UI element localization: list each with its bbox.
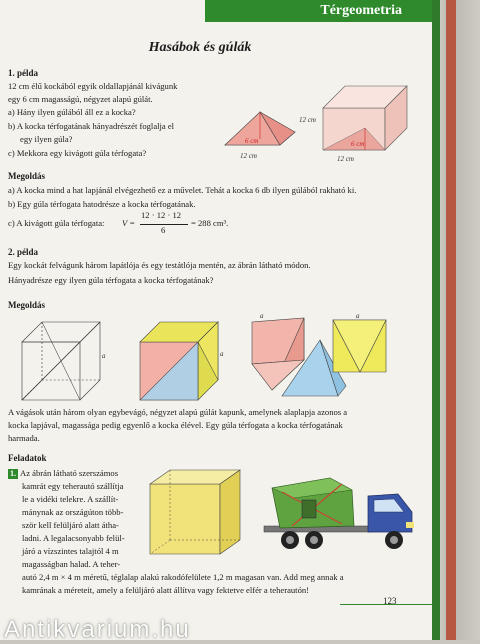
shed-front — [150, 484, 220, 554]
pyramid-red-label: a — [260, 312, 264, 320]
example2-line1: Egy kockát felvágunk három lapátlója és egy testátlója mentén, az ábrán látható módon. — [8, 260, 311, 270]
wire-cube-edge-label: a — [102, 352, 106, 360]
chapter-header — [205, 0, 432, 22]
solution1-a: a) A kocka mind a hat lapjánál elvégezhető ez a művelet. Tehát a kocka 6 db ilyen gúlából rakható ki. — [8, 185, 357, 195]
exercise1-line5: ször kell felüljáró alatt átha- — [22, 520, 119, 530]
exercise1-line3: le a vidéki telekre. A szállít- — [22, 494, 119, 504]
pyramid-yellow-label: a — [356, 312, 360, 320]
example2-line2: Hányadrésze egy ilyen gúla térfogata a kocka térfogatának? — [8, 275, 214, 285]
page-number: 123 — [383, 596, 397, 606]
exercise1-line10: kamrának a méreteit, amely a felüljáró alatt állítva vagy fektetve elfér a teherautón! — [22, 585, 310, 595]
solution1-b: b) Egy gúla térfogata hatodrésze a kocka térfogatának. — [8, 199, 196, 209]
exercise1-line8: magasságban halad. A teher- — [22, 559, 121, 569]
example1-question-a: a) Hány ilyen gúlából áll ez a kocka? — [8, 107, 136, 117]
exercise1-line2: kamrát egy teherautó szállítja — [22, 481, 124, 491]
example1-question-c: c) Mekkora egy kivágott gúla térfogata? — [8, 148, 147, 158]
shed-side — [220, 470, 240, 554]
solution2-p3: harmada. — [8, 433, 40, 443]
wire-cube — [22, 322, 100, 400]
exercise-number: 1. — [10, 469, 16, 478]
cube-height-label: 6 cm — [351, 140, 365, 148]
cube-side-label: 12 cm — [299, 116, 316, 124]
exercise1-line1: 1. Az ábrán látható szerszámos — [10, 468, 119, 478]
solution1-heading: Megoldás — [8, 171, 45, 181]
colored-cube-edge-label: a — [220, 350, 224, 358]
solution2-p2: kocka lapjával, magassága pedig egyenlő a kocka élével. Egy gúla térfogata a kocka térfogatának — [8, 420, 343, 430]
solution1-c-v: V = — [122, 218, 136, 228]
pyramid-height-label: 6 cm — [245, 137, 259, 145]
example1-text-2: egy 6 cm magasságú, négyzet alapú gúlát. — [8, 94, 153, 104]
exercise1-line6: ladni. A legalacsonyabb felül- — [22, 533, 125, 543]
watermark: Antikvarium.hu — [4, 616, 191, 643]
truck-illustration — [262, 470, 422, 562]
book-edge — [432, 0, 480, 640]
pyramid-base-label: 12 cm — [240, 152, 257, 160]
example2-figure — [20, 312, 400, 404]
solution1-c-result: = 288 cm³. — [191, 218, 229, 228]
example2-heading: 2. példa — [8, 247, 39, 257]
solution2-p1: A vágások után három olyan egybevágó, négyzet alapú gúlát kapunk, amelynek alaplapja azonos a — [8, 407, 348, 417]
exercise1-line4: mánynak az országúton több- — [22, 507, 124, 517]
solution2-heading: Megoldás — [8, 300, 45, 310]
example1-figure — [215, 70, 425, 165]
exercise1-line9: autó 2,4 m × 4 m méretű, téglalap alakú rakodófelülete 1,2 m magasan van. Add meg annak a — [22, 572, 344, 582]
example1-heading: 1. példa — [8, 68, 39, 78]
shed-figure — [142, 462, 252, 562]
section-title: Hasábok és gúlák — [148, 40, 252, 55]
exercises-heading: Feladatok — [8, 453, 47, 463]
example1-question-b2: egy ilyen gúla? — [20, 134, 73, 144]
cube-base-label: 12 cm — [337, 155, 354, 163]
example1-text-1: 12 cm élű kockából egyik oldallapjánál kivágunk — [8, 81, 178, 91]
exercise1-line7: járó a vízszintes talajtól 4 m — [22, 546, 119, 556]
colored-cube — [140, 322, 218, 400]
chapter-title: Térgeometria — [320, 3, 402, 18]
solution1-c-prefix: c) A kivágott gúla térfogata: — [8, 218, 105, 228]
pyramid-yellow — [333, 320, 386, 372]
example1-question-b1: b) A kocka térfogatának hányadrészét foglalja el — [8, 121, 175, 131]
solution1-c-denominator: 6 — [161, 225, 166, 235]
solution1-c-numerator: 12 · 12 · 12 — [141, 210, 182, 220]
